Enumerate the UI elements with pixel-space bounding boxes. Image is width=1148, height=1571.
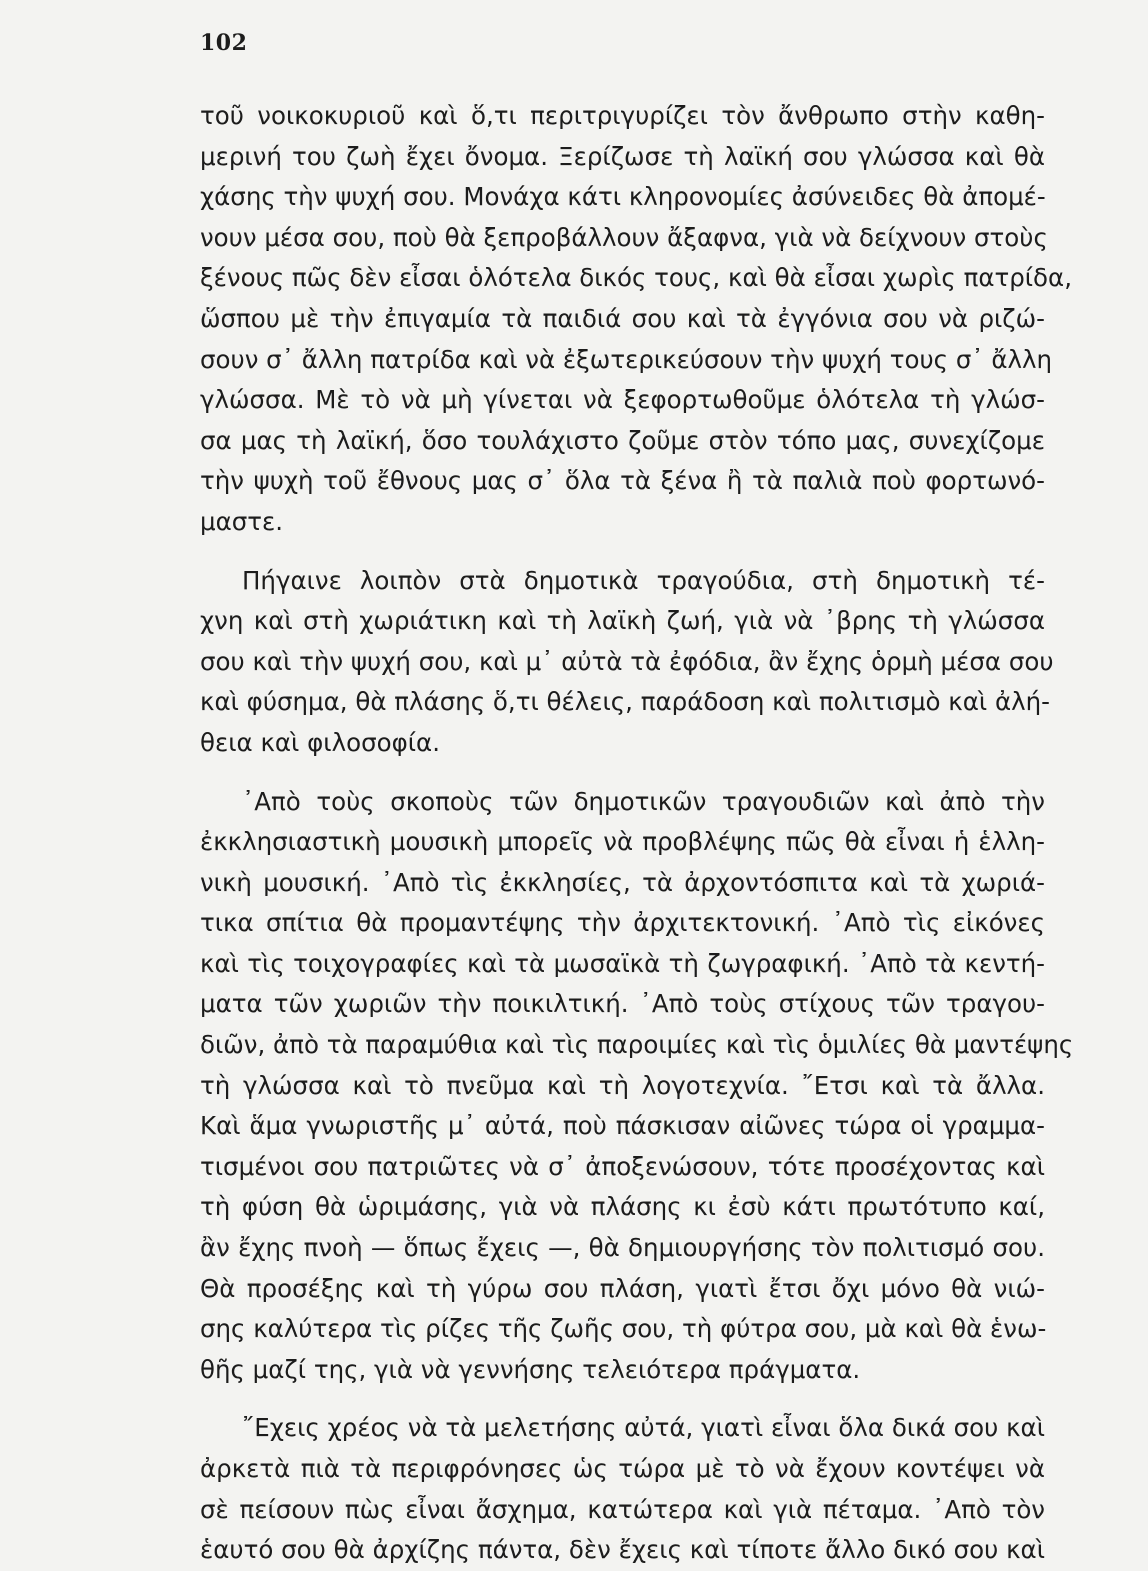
paragraph-gap [200,1390,1045,1408]
text-line: νικὴ μουσική. ᾽Απὸ τὶς ἐκκλησίες, τὰ ἀρχοντόσπιτα καὶ τὰ χωριά- [200,867,1045,897]
paragraph-2 [200,561,1054,764]
text-line: θεια καὶ φιλοσοφία. [200,727,440,757]
paragraph-gap [200,764,1045,782]
text-line: τοῦ νοικοκυριοῦ καὶ ὅ,τι περιτριγυρίζει τὸν ἄνθρωπο στὴν καθη- [200,101,1045,130]
text-line: σουν σ᾽ ἄλλη πατρίδα καὶ νὰ ἐξωτερικεύσουν τὴν ψυχή τους σ᾽ ἄλλη [200,344,1053,374]
paragraph-4 [200,1408,1045,1570]
paragraph-gap [200,543,1045,561]
text-line: τικα σπίτια θὰ προμαντέψης τὴν ἀρχιτεκτονική. ᾽Απὸ τὶς εἰκόνες [200,908,1045,938]
text-line: σης καλύτερα τὶς ρίζες τῆς ζωῆς σου, τὴ φύτρα σου, μὰ καὶ θὰ ἑνω- [200,1314,1047,1344]
text-line: νουν μέσα σου, ποὺ θὰ ξεπροβάλλουν ἄξαφνα, γιὰ νὰ δείχνουν στοὺς [200,222,1048,252]
text-line: ἐκκλησιαστικὴ μουσικὴ μπορεῖς νὰ προβλέψης πῶς θὰ εἶναι ἡ ἑλλη- [200,827,1045,857]
text-line: ἀρκετὰ πιὰ τὰ περιφρόνησες ὡς τώρα μὲ τὸ νὰ ἔχουν κοντέψει νὰ [200,1454,1045,1483]
text-line: σου καὶ τὴν ψυχή σου, καὶ μ᾽ αὐτὰ τὰ ἐφόδια, ἂν ἔχης ὁρμὴ μέσα σου [200,646,1054,676]
text-line: καὶ φύσημα, θὰ πλάσης ὅ,τι θέλεις, παράδοση καὶ πολιτισμὸ καὶ ἀλή- [200,687,1050,717]
text-line: ἑαυτό σου θὰ ἀρχίζης πάντα, δὲν ἔχεις καὶ τίποτε ἄλλο δικό σου καὶ [200,1535,1045,1565]
text-line: τὴν ψυχὴ τοῦ ἔθνους μας σ᾽ ὅλα τὰ ξένα ἢ τὰ παλιὰ ποὺ φορτωνό- [200,466,1045,496]
text-line: θῆς μαζί της, γιὰ νὰ γεννήσης τελειότερα πράγματα. [200,1354,861,1384]
text-line: ξένους πῶς δὲν εἶσαι ὁλότελα δικός τους, καὶ θὰ εἶσαι χωρὶς πατρίδα, [200,263,1072,293]
text-line: διῶν, ἀπὸ τὰ παραμύθια καὶ τὶς παροιμίες καὶ τὶς ὁμιλίες θὰ μαντέψης [200,1030,1074,1060]
page-number: 102 [200,30,248,56]
text-line: καὶ τὶς τοιχογραφίες καὶ τὰ μωσαϊκὰ τὴ ζωγραφική. ᾽Απὸ τὰ κεντή- [200,948,1045,978]
text-line: σα μας τὴ λαϊκή, ὅσο τουλάχιστο ζοῦμε στὸν τόπο μας, συνεχίζομε [200,425,1045,455]
text-line: τὴ φύση θὰ ὡριμάσης, γιὰ νὰ πλάσης κι ἐσὺ κάτι πρωτότυπο καί, [200,1192,1045,1222]
text-line: γλώσσα. Μὲ τὸ νὰ μὴ γίνεται νὰ ξεφορτωθοῦμε ὁλότελα τὴ γλώσ- [200,385,1045,415]
text-line: ᾽Απὸ τοὺς σκοποὺς τῶν δημοτικῶν τραγουδιῶν καὶ ἀπὸ τὴν [242,786,1045,816]
text-line: ὥσπου μὲ τὴν ἐπιγαμία τὰ παιδιά σου καὶ τὰ ἐγγόνια σου νὰ ριζώ- [200,303,1045,333]
text-line: μαστε. [200,506,284,536]
text-line: ῎Εχεις χρέος νὰ τὰ μελετήσης αὐτά, γιατὶ εἶναι ὅλα δικά σου καὶ [242,1413,1045,1443]
text-line: ματα τῶν χωριῶν τὴν ποικιλτική. ᾽Απὸ τοὺς στίχους τῶν τραγου- [200,989,1045,1019]
text-line: μερινή του ζωὴ ἔχει ὄνομα. Ξερίζωσε τὴ λαϊκή σου γλώσσα καὶ θὰ [200,141,1045,171]
text-line: χνη καὶ στὴ χωριάτικη καὶ τὴ λαϊκὴ ζωή, γιὰ νὰ ᾽βρης τὴ γλώσσα [200,606,1045,636]
paragraph-1 [200,96,1072,543]
text-line: τὴ γλώσσα καὶ τὸ πνεῦμα καὶ τὴ λογοτεχνία. ῎Ετσι καὶ τὰ ἄλλα. [200,1070,1045,1100]
text-line: ἂν ἔχης πνοὴ — ὅπως ἔχεις —, θὰ δημιουργήσης τὸν πολιτισμό σου. [200,1233,1045,1263]
body-text [200,96,1074,1571]
text-line: χάσης τὴν ψυχή σου. Μονάχα κάτι κληρονομίες ἀσύνειδες θὰ ἀπομέ- [200,182,1046,212]
text-line: Καὶ ἅμα γνωριστῆς μ᾽ αὐτά, ποὺ πάσκισαν αἰῶνες τώρα οἱ γραμμα- [200,1111,1045,1141]
text-line: Πήγαινε λοιπὸν στὰ δημοτικὰ τραγούδια, στὴ δημοτικὴ τέ- [242,565,1045,595]
text-line: Θὰ προσέξης καὶ τὴ γύρω σου πλάση, γιατὶ ἔτσι ὄχι μόνο θὰ νιώ- [200,1273,1045,1303]
text-line: σὲ πείσουν πὼς εἶναι ἄσχημα, κατώτερα καὶ γιὰ πέταμα. ᾽Απὸ τὸν [200,1494,1045,1524]
text-line: τισμένοι σου πατριῶτες νὰ σ᾽ ἀποξενώσουν, τότε προσέχοντας καὶ [200,1151,1045,1181]
paragraph-3 [200,782,1074,1391]
